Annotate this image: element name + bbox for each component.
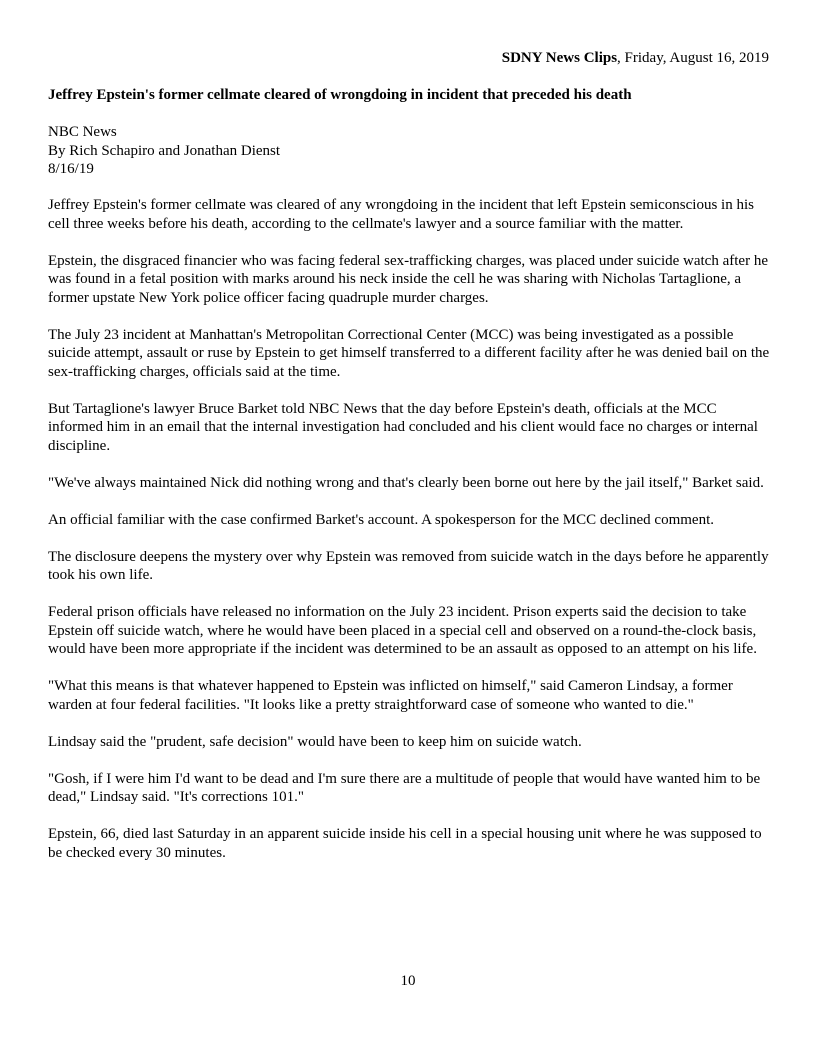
page-number: 10 [400,973,416,989]
article-paragraph: Epstein, the disgraced financier who was facing federal sex-trafficking charges, was placed under suicide watch after he was found in a fetal position with marks around his neck inside the cell he was sharing with Nicholas Tartaglione, a former upstate New York police officer facing quadruple murder charges. [48,252,768,306]
article-paragraph: The disclosure deepens the mystery over why Epstein was removed from suicide watch in the days before he apparently took his own life. [48,548,769,583]
article-paragraph: The July 23 incident at Manhattan's Metropolitan Correctional Center (MCC) was being investigated as a possible suicide attempt, assault or ruse by Epstein to get himself transferred to a different facility after he was denied bail on the sex-trafficking charges, officials said at the time. [48,326,770,380]
article-paragraph: "What this means is that whatever happened to Epstein was inflicted on himself," said Cameron Lindsay, a former warden at four federal facilities. "It looks like a pretty straightforward case of someone who wanted to die." [48,678,733,713]
article-paragraph: But Tartaglione's lawyer Bruce Barket told NBC News that the day before Epstein's death, officials at the MCC informed him in an email that the internal investigation had concluded and his client would face no charges or internal discipline. [48,400,758,454]
article-source: NBC News [48,124,117,140]
article-paragraph: Jeffrey Epstein's former cellmate was cleared of any wrongdoing in the incident that left Epstein semiconscious in his cell three weeks before his death, according to the cellmate's lawyer and a source familiar with the matter. [48,197,754,232]
article-paragraph: Lindsay said the "prudent, safe decision" would have been to keep him on suicide watch. [48,733,582,750]
header-date: , Friday, August 16, 2019 [617,50,769,66]
article-byline: By Rich Schapiro and Jonathan Dienst [48,142,281,159]
article-date: 8/16/19 [48,161,94,177]
article-body [48,196,770,881]
page-header [48,49,769,68]
article-meta [48,123,280,179]
article-paragraph: An official familiar with the case confirmed Barket's account. A spokesperson for the MCC declined comment. [48,511,714,528]
article-paragraph: "We've always maintained Nick did nothing wrong and that's clearly been borne out here by the jail itself," Barket said. [48,474,764,491]
article-paragraph: Federal prison officials have released no information on the July 23 incident. Prison experts said the decision to take Epstein off suicide watch, where he would have been placed in a special cell and observed on a round-the-clock basis, would have been more appropriate if the incident was determined to be an assault as opposed to an attempt on his life. [48,604,757,657]
article-paragraph: Epstein, 66, died last Saturday in an apparent suicide inside his cell in a special housing unit where he was supposed to be checked every 30 minutes. [48,826,762,861]
article-headline: Jeffrey Epstein's former cellmate cleared of wrongdoing in incident that preceded his death [48,87,632,103]
publication-name: SDNY News Clips [501,50,618,66]
article-paragraph: "Gosh, if I were him I'd want to be dead and I'm sure there are a multitude of people that would have wanted him to be dead," Lindsay said. "It's corrections 101." [48,770,761,805]
